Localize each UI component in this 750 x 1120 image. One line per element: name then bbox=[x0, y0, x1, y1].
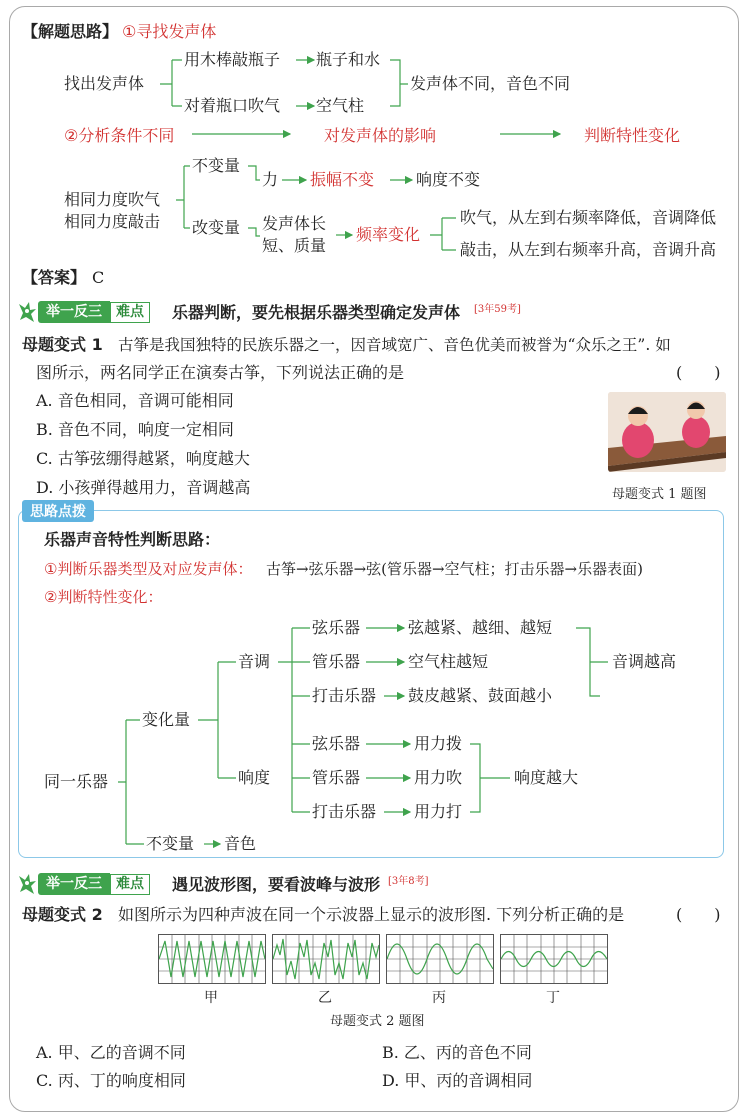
loud-string: 弦乐器 bbox=[312, 734, 361, 753]
analysis-step1: ①寻找发声体 bbox=[122, 22, 217, 41]
q1-option-b: B. 音色不同，响度一定相同 bbox=[36, 420, 234, 439]
variable-label: 改变量 bbox=[192, 218, 241, 237]
loud-percussion: 打击乐器 bbox=[312, 802, 377, 821]
loudness-same: 响度不变 bbox=[416, 170, 481, 189]
wave-label-bing: 丙 bbox=[432, 990, 446, 1006]
loud-percussion-rule: 用力打 bbox=[414, 802, 463, 821]
section2-tag-main: 举一反三 bbox=[38, 873, 110, 895]
q1-bracket: ( ) bbox=[676, 363, 721, 382]
timbre-label: 音色 bbox=[224, 834, 257, 853]
wave-jia bbox=[158, 934, 266, 984]
frequency-change: 频率变化 bbox=[356, 225, 421, 244]
pitch-percussion-rule: 鼓皮越紧、鼓面越小 bbox=[408, 686, 553, 705]
q1-option-d: D. 小孩弹得越用力，音调越高 bbox=[36, 478, 251, 497]
loudness-label: 响度 bbox=[238, 768, 271, 787]
analysis-label: 【解题思路】 bbox=[22, 22, 119, 41]
q2-option-c: C. 丙、丁的响度相同 bbox=[36, 1071, 186, 1090]
pitch-result: 音调越高 bbox=[612, 652, 677, 671]
q2-option-b: B. 乙、丙的音色不同 bbox=[382, 1043, 532, 1062]
q2-stem: 如图所示为四种声波在同一个示波器上显示的波形图. 下列分析正确的是 bbox=[118, 905, 625, 924]
wave-label-ding: 丁 bbox=[546, 990, 560, 1006]
pitch-label: 音调 bbox=[238, 652, 271, 671]
section2-sup: [3年8考] bbox=[388, 876, 429, 887]
q2-option-a: A. 甲、乙的音调不同 bbox=[36, 1043, 186, 1062]
amplitude-label: 振幅不变 bbox=[310, 170, 375, 189]
find-source: 找出发声体 bbox=[64, 74, 145, 93]
q2-label: 母题变式 2 bbox=[22, 905, 103, 924]
pitch-percussion: 打击乐器 bbox=[312, 686, 377, 705]
hint-step1-rest: 古筝→弦乐器→弦(管乐器→空气柱；打击乐器→乐器表面) bbox=[266, 560, 643, 578]
source-b: 空气柱 bbox=[316, 96, 365, 115]
wave-ding bbox=[500, 934, 608, 984]
loud-wind-rule: 用力吹 bbox=[414, 768, 463, 787]
same-blow: 相同力度吹气 bbox=[64, 190, 161, 209]
answer-value: C bbox=[92, 268, 105, 287]
loud-string-rule: 用力拨 bbox=[414, 734, 463, 753]
section1-sup: [3年59考] bbox=[474, 304, 521, 315]
section1-tag-level: 难点 bbox=[110, 302, 150, 323]
section2-tag-level: 难点 bbox=[110, 874, 150, 895]
wave-jia-plot bbox=[159, 935, 265, 983]
wave-label-jia: 甲 bbox=[204, 990, 218, 1006]
source-a: 瓶子和水 bbox=[316, 50, 381, 69]
q1-option-a: A. 音色相同，音调可能相同 bbox=[36, 391, 234, 410]
source-result: 发声体不同，音色不同 bbox=[410, 74, 571, 93]
dragon-icon-2 bbox=[16, 872, 38, 896]
section1-tag-main: 举一反三 bbox=[38, 301, 110, 323]
wave-yi bbox=[272, 934, 380, 984]
q2-bracket: ( ) bbox=[676, 905, 721, 924]
q1-stem-line2: 图所示，两名同学正在演奏古筝，下列说法正确的是 bbox=[36, 363, 405, 382]
loud-result: 响度越大 bbox=[514, 768, 579, 787]
section1-title: 乐器判断，要先根据乐器类型确定发声体 bbox=[172, 303, 461, 322]
hint-step2-red: ②判断特性变化： bbox=[44, 588, 163, 606]
analysis-step2-end: 判断特性变化 bbox=[584, 126, 681, 145]
q1-label: 母题变式 1 bbox=[22, 335, 103, 354]
method-a: 用木棒敲瓶子 bbox=[184, 50, 281, 69]
same-instrument: 同一乐器 bbox=[44, 772, 109, 791]
hint-label: 思路点拨 bbox=[22, 500, 94, 522]
wave-bing-plot bbox=[387, 935, 493, 983]
source-length-2: 短、质量 bbox=[262, 236, 327, 255]
wave-yi-plot bbox=[273, 935, 379, 983]
analysis-step2-mid: 对发声体的影响 bbox=[324, 126, 437, 145]
blow-result: 吹气，从左到右频率降低，音调降低 bbox=[460, 208, 717, 227]
constant-quantity: 不变量 bbox=[146, 834, 195, 853]
wave-ding-plot bbox=[501, 935, 607, 983]
method-b: 对着瓶口吹气 bbox=[184, 96, 281, 115]
answer-label: 【答案】 bbox=[22, 268, 87, 287]
analysis-step2: ②分析条件不同 bbox=[64, 126, 175, 145]
hint-step1-red: ①判断乐器类型及对应发声体： bbox=[44, 560, 253, 578]
section2-tag bbox=[38, 873, 150, 895]
wave-label-yi: 乙 bbox=[318, 990, 332, 1006]
hint-title: 乐器声音特性判断思路： bbox=[44, 530, 221, 549]
loud-wind: 管乐器 bbox=[312, 768, 361, 787]
q1-caption: 母题变式 1 题图 bbox=[612, 487, 707, 502]
strike-result: 敲击，从左到右频率升高，音调升高 bbox=[460, 240, 717, 259]
pitch-string-rule: 弦越紧、越细、越短 bbox=[408, 618, 553, 637]
section2-title: 遇见波形图，要看波峰与波形 bbox=[172, 875, 381, 894]
q2-caption: 母题变式 2 题图 bbox=[330, 1014, 425, 1029]
source-length-1: 发声体长 bbox=[262, 214, 327, 233]
constant-label: 不变量 bbox=[192, 156, 241, 175]
pitch-wind-rule: 空气柱越短 bbox=[408, 652, 489, 671]
variable-quantity: 变化量 bbox=[142, 710, 191, 729]
q2-option-d: D. 甲、丙的音调相同 bbox=[382, 1071, 533, 1090]
q1-option-c: C. 古筝弦绷得越紧，响度越大 bbox=[36, 449, 250, 468]
pitch-string: 弦乐器 bbox=[312, 618, 361, 637]
force-label: 力 bbox=[262, 170, 279, 189]
wave-bing bbox=[386, 934, 494, 984]
pitch-wind: 管乐器 bbox=[312, 652, 361, 671]
same-strike: 相同力度敲击 bbox=[64, 212, 161, 231]
q1-stem-line1: 古筝是我国独特的民族乐器之一，因音域宽广、音色优美而被誉为“众乐之王”. 如 bbox=[118, 336, 671, 354]
